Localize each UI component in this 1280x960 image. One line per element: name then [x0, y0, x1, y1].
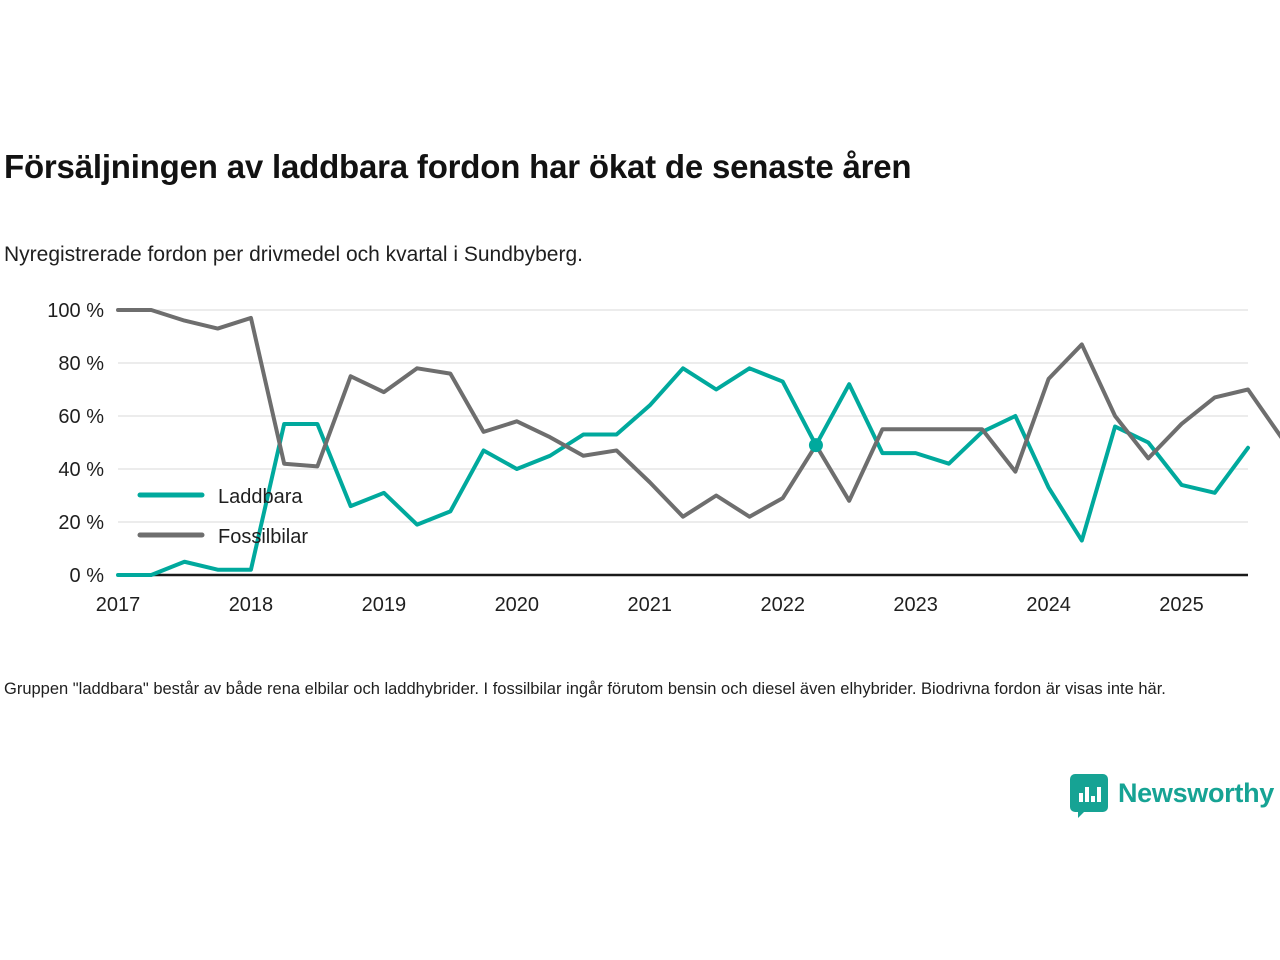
x-tick-label: 2025 [1159, 594, 1204, 616]
chart-legend [140, 486, 308, 548]
x-tick-label: 2018 [228, 594, 274, 616]
x-tick-label: 2020 [494, 594, 540, 616]
y-tick-label: 40 % [58, 459, 104, 481]
line-chart [0, 290, 1280, 630]
page-title: Försäljningen av laddbara fordon har ökat de senaste åren [4, 148, 912, 185]
x-tick-label: 2024 [1026, 594, 1071, 616]
data-point-marker [809, 438, 823, 452]
x-tick-label: 2017 [95, 594, 141, 616]
brand-logo [1070, 770, 1274, 816]
y-axis-labels [47, 300, 104, 587]
bar-chart-icon [1079, 784, 1099, 802]
brand-name: Newsworthy [1117, 777, 1274, 808]
highlight-point [809, 438, 823, 452]
x-tick-label: 2019 [361, 594, 407, 616]
chart-subtitle: Nyregistrerade fordon per drivmedel och kvartal i Sundbyberg. [4, 243, 583, 266]
y-tick-label: 100 % [47, 300, 104, 322]
y-tick-label: 80 % [58, 353, 104, 375]
chart-footnote: Gruppen "laddbara" består av både rena elbilar och laddhybrider. I fossilbilar ingår förutom bensin och diesel även elhybrider. Biodrivna fordon är visas inte här. [4, 680, 1166, 698]
x-tick-label: 2023 [893, 594, 938, 616]
chart-canvas [0, 290, 1280, 630]
legend-label: Fossilbilar [218, 526, 309, 548]
x-tick-label: 2022 [760, 594, 805, 616]
x-axis-labels [96, 594, 1204, 616]
y-tick-label: 20 % [58, 512, 104, 534]
y-tick-label: 60 % [58, 406, 104, 428]
newsworthy-icon [1070, 774, 1108, 812]
y-tick-label: 0 % [69, 565, 104, 587]
x-tick-label: 2021 [627, 594, 673, 616]
legend-label: Laddbara [218, 486, 303, 508]
